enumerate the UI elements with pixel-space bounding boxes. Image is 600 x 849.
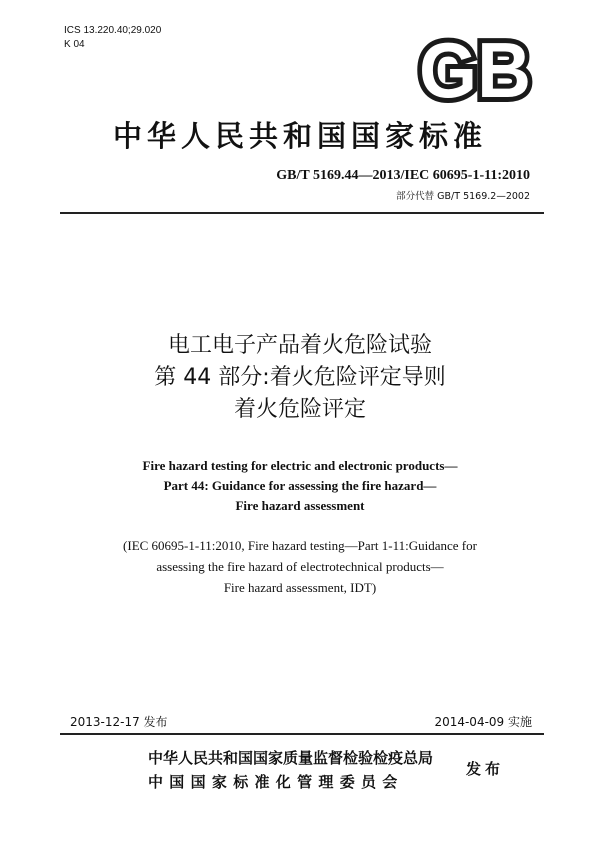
bottom-divider	[60, 733, 544, 735]
replaces-note: 部分代替 GB/T 5169.2—2002	[396, 191, 530, 202]
issuer-aqsiq: 中华人民共和国国家质量监督检验检疫总局	[148, 749, 434, 767]
english-title-line: Fire hazard testing for electric and electronic products—	[142, 458, 458, 473]
top-divider	[60, 212, 544, 214]
english-title-line: Fire hazard assessment	[235, 498, 365, 513]
classification-block	[64, 24, 161, 52]
standard-number: GB/T 5169.44—2013/IEC 60695-1-11:2010	[276, 168, 530, 183]
implementation-date: 2014-04-09 实施	[434, 715, 532, 729]
gb-logo	[416, 36, 534, 104]
issuing-authorities	[148, 746, 433, 794]
national-standard-title: 中华人民共和国国家标准	[112, 119, 487, 153]
chinese-title-line: 第 44 部分:着火危险评定导则	[154, 365, 446, 390]
publish-label: 发布	[466, 760, 505, 778]
gb-logo-text: GB	[419, 36, 531, 104]
issuer-sac: 中国国家标准化管理委员会	[148, 773, 404, 791]
english-title-line: Part 44: Guidance for assessing the fire hazard—	[163, 478, 437, 493]
english-title-block	[0, 456, 600, 516]
chinese-title-block	[0, 330, 600, 426]
issue-date: 2013-12-17 发布	[70, 715, 168, 729]
chinese-title-line: 电工电子产品着火危险试验	[167, 333, 432, 358]
iec-reference-line: Fire hazard assessment, IDT)	[223, 580, 377, 595]
iec-reference-block	[0, 535, 600, 598]
chinese-title-line: 着火危险评定	[233, 397, 366, 422]
ics-code: ICS 13.220.40;29.020	[64, 25, 162, 36]
iec-reference-line: (IEC 60695-1-11:2010, Fire hazard testing—Part 1-11:Guidance for	[123, 538, 477, 553]
ccs-code: K 04	[64, 39, 85, 50]
iec-reference-line: assessing the fire hazard of electrotechnical products—	[156, 559, 444, 574]
